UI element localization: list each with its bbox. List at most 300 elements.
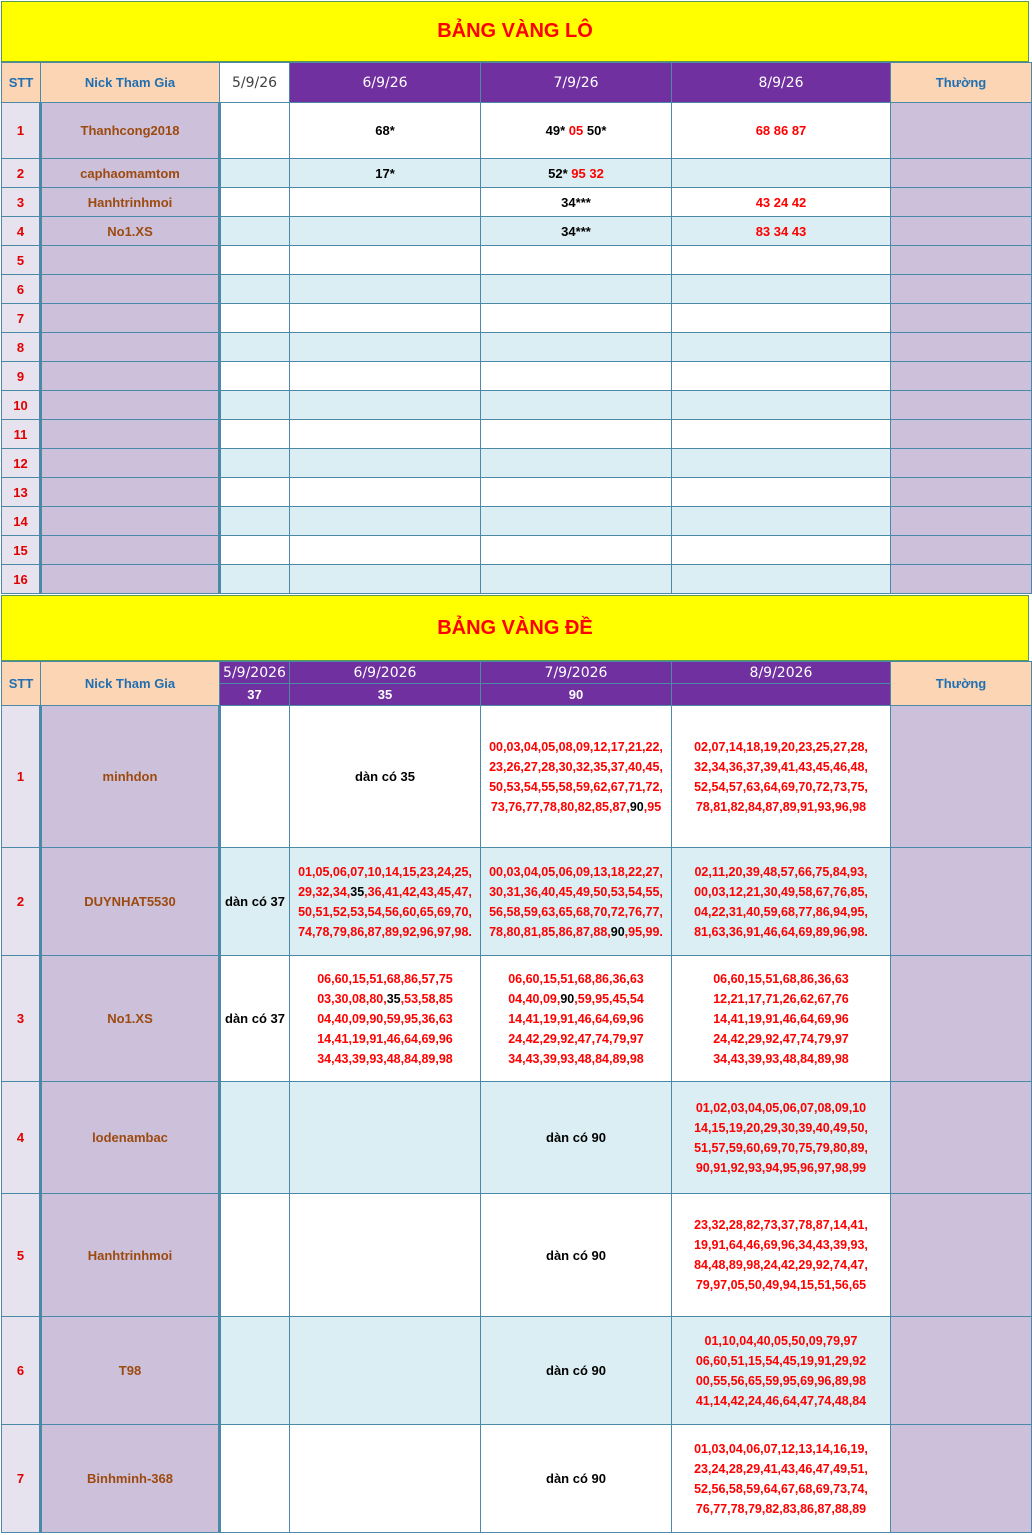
de-cell-d1: dàn có 37 bbox=[220, 956, 290, 1082]
lo-cell-d1 bbox=[220, 565, 290, 594]
number-line bbox=[672, 922, 890, 942]
lo-pick-black: 49* bbox=[545, 123, 566, 138]
de-row bbox=[2, 848, 1032, 956]
lo-cell-d3: 34*** bbox=[481, 217, 672, 246]
de-stt: 6 bbox=[2, 1317, 41, 1425]
de-cell-thuong bbox=[891, 1317, 1032, 1425]
number-run: 14,15,19,20,29,30,39,40,49,50, bbox=[694, 1120, 868, 1135]
lo-stt: 7 bbox=[2, 304, 41, 333]
number-line bbox=[672, 1118, 890, 1138]
de-cell-d2 bbox=[290, 848, 481, 956]
lo-cell-thuong bbox=[891, 217, 1032, 246]
number-line bbox=[672, 989, 890, 1009]
de-stt: 4 bbox=[2, 1082, 41, 1194]
de-title: BẢNG VÀNG ĐỀ bbox=[437, 616, 593, 639]
de-header-date-2: 6/9/2026 bbox=[290, 662, 481, 684]
de-cell-d2 bbox=[290, 1317, 481, 1425]
de-cell-d4 bbox=[672, 706, 891, 848]
lo-cell-d4 bbox=[672, 536, 891, 565]
lo-title: BẢNG VÀNG LÔ bbox=[437, 20, 593, 42]
lo-cell-d4 bbox=[672, 275, 891, 304]
de-header-date-3: 7/9/2026 bbox=[481, 662, 672, 684]
lo-header-nick: Nick Tham Gia bbox=[41, 63, 220, 103]
lo-cell-d2 bbox=[290, 449, 481, 478]
de-header-date-4: 8/9/2026 bbox=[672, 662, 891, 684]
lo-cell-d2 bbox=[290, 507, 481, 536]
lo-stt: 15 bbox=[2, 536, 41, 565]
de-nick: T98 bbox=[41, 1317, 220, 1425]
lo-cell-d2 bbox=[290, 188, 481, 217]
number-line bbox=[290, 989, 480, 1009]
de-cell-d4 bbox=[672, 1317, 891, 1425]
number-run: 01,02,03,04,05,06,07,08,09,10 bbox=[695, 1100, 867, 1115]
number-run: 41,14,42,24,46,64,47,74,48,84 bbox=[695, 1393, 867, 1408]
de-nick: DUYNHAT5530 bbox=[41, 848, 220, 956]
lo-cell-d1 bbox=[220, 275, 290, 304]
lo-row bbox=[2, 536, 1032, 565]
number-line bbox=[672, 902, 890, 922]
lo-row bbox=[2, 246, 1032, 275]
lo-cell-d2 bbox=[290, 391, 481, 420]
number-line bbox=[672, 797, 890, 817]
lo-title-bar bbox=[1, 1, 1029, 62]
de-header-thuong: Thường bbox=[891, 662, 1032, 706]
lo-nick bbox=[41, 478, 220, 507]
lo-nick bbox=[41, 420, 220, 449]
de-cell-d1: dàn có 37 bbox=[220, 848, 290, 956]
number-line bbox=[481, 862, 671, 882]
de-stt: 2 bbox=[2, 848, 41, 956]
lo-cell-d4 bbox=[672, 333, 891, 362]
lo-cell-d3 bbox=[481, 478, 672, 507]
lo-row bbox=[2, 507, 1032, 536]
lo-cell-d2: 17* bbox=[290, 159, 481, 188]
number-run: 23,32,28,82,73,37,78,87,14,41, bbox=[694, 1218, 868, 1232]
lo-stt: 2 bbox=[2, 159, 41, 188]
number-run: 04,40,09, bbox=[508, 991, 561, 1006]
de-cell-d3 bbox=[481, 956, 672, 1082]
number-line bbox=[481, 969, 671, 989]
lo-cell-d1 bbox=[220, 103, 290, 159]
de-header-stt: STT bbox=[2, 662, 41, 706]
de-cell-d4 bbox=[672, 1425, 891, 1533]
number-line bbox=[481, 777, 671, 797]
de-cell-d3: dàn có 90 bbox=[481, 1082, 672, 1194]
lo-cell-thuong bbox=[891, 275, 1032, 304]
number-run: 84,48,89,98,24,42,29,92,74,47, bbox=[694, 1258, 868, 1272]
lo-cell-d3 bbox=[481, 391, 672, 420]
de-result-3: 90 bbox=[481, 684, 672, 706]
de-nick: No1.XS bbox=[41, 956, 220, 1082]
de-row bbox=[2, 1082, 1032, 1194]
lo-cell-thuong bbox=[891, 304, 1032, 333]
de-stt: 7 bbox=[2, 1425, 41, 1533]
lo-cell-d2 bbox=[290, 362, 481, 391]
number-list bbox=[672, 737, 890, 817]
number-line bbox=[672, 1479, 890, 1499]
number-line bbox=[290, 862, 480, 882]
number-run: 30,31,36,40,45,49,50,53,54,55, bbox=[489, 884, 663, 899]
lo-cell-d2 bbox=[290, 275, 481, 304]
number-line bbox=[481, 757, 671, 777]
number-line bbox=[672, 1215, 890, 1235]
number-line bbox=[672, 882, 890, 902]
lo-cell-d1 bbox=[220, 391, 290, 420]
lo-header-date-3: 7/9/26 bbox=[481, 63, 672, 103]
de-cell-d3 bbox=[481, 706, 672, 848]
number-line bbox=[672, 1331, 890, 1351]
lo-table bbox=[1, 62, 1032, 594]
lo-nick bbox=[41, 246, 220, 275]
lo-nick bbox=[41, 391, 220, 420]
number-line bbox=[672, 1138, 890, 1158]
lo-header-date-4: 8/9/26 bbox=[672, 63, 891, 103]
number-run: 90,91,92,93,94,95,96,97,98,99 bbox=[695, 1160, 867, 1175]
number-run: 81,63,36,91,46,64,69,89,96,98. bbox=[694, 924, 868, 939]
de-cell-d4 bbox=[672, 956, 891, 1082]
lo-nick bbox=[41, 449, 220, 478]
lo-cell-d4: 68 86 87 bbox=[672, 103, 891, 159]
number-run: 32,34,36,37,39,41,43,45,46,48, bbox=[694, 759, 868, 774]
lo-stt: 3 bbox=[2, 188, 41, 217]
de-title-bar bbox=[1, 595, 1029, 661]
hit-number: 35 bbox=[350, 884, 365, 899]
lo-stt: 4 bbox=[2, 217, 41, 246]
de-cell-d2: dàn có 35 bbox=[290, 706, 481, 848]
number-run: 34,43,39,93,48,84,89,98 bbox=[713, 1051, 849, 1066]
lo-nick: Thanhcong2018 bbox=[41, 103, 220, 159]
lo-cell-d2 bbox=[290, 304, 481, 333]
lo-nick: Hanhtrinhmoi bbox=[41, 188, 220, 217]
lo-cell-d3 bbox=[481, 103, 672, 159]
lo-header-date-2: 6/9/26 bbox=[290, 63, 481, 103]
de-cell-d2 bbox=[290, 956, 481, 1082]
lo-header-stt: STT bbox=[2, 63, 41, 103]
lo-cell-d3 bbox=[481, 565, 672, 594]
lo-cell-d3 bbox=[481, 159, 672, 188]
de-cell-d1 bbox=[220, 1425, 290, 1533]
number-run: ,59,95,45,54 bbox=[574, 991, 644, 1006]
de-cell-d4 bbox=[672, 1194, 891, 1317]
lo-cell-d4 bbox=[672, 304, 891, 333]
hit-number: 90 bbox=[629, 799, 644, 814]
lo-nick bbox=[41, 536, 220, 565]
lo-stt: 14 bbox=[2, 507, 41, 536]
lo-cell-d4 bbox=[672, 449, 891, 478]
lo-header-date-1: 5/9/26 bbox=[220, 63, 290, 103]
de-row bbox=[2, 1194, 1032, 1317]
number-list bbox=[672, 1098, 890, 1178]
number-run: 14,41,19,91,46,64,69,96 bbox=[508, 1011, 644, 1026]
lo-cell-d3 bbox=[481, 536, 672, 565]
lo-stt: 8 bbox=[2, 333, 41, 362]
number-line bbox=[481, 902, 671, 922]
lo-cell-d3 bbox=[481, 246, 672, 275]
number-line bbox=[290, 969, 480, 989]
lo-cell-d4 bbox=[672, 391, 891, 420]
number-line bbox=[672, 1351, 890, 1371]
number-list bbox=[672, 862, 890, 942]
number-line bbox=[672, 1371, 890, 1391]
number-line bbox=[672, 777, 890, 797]
de-rows bbox=[2, 706, 1032, 1533]
number-run: 50,53,54,55,58,59,62,67,71,72, bbox=[489, 779, 663, 794]
lo-cell-d4: 83 34 43 bbox=[672, 217, 891, 246]
lo-cell-d3 bbox=[481, 333, 672, 362]
number-run: ,95 bbox=[643, 799, 662, 814]
number-run: 02,11,20,39,48,57,66,75,84,93, bbox=[694, 864, 868, 879]
lo-cell-d4 bbox=[672, 246, 891, 275]
lo-cell-thuong bbox=[891, 188, 1032, 217]
number-run: 04,40,09,90,59,95,36,63 bbox=[317, 1011, 453, 1026]
number-line bbox=[481, 882, 671, 902]
lo-cell-d1 bbox=[220, 420, 290, 449]
number-run: 23,24,28,29,41,43,46,47,49,51, bbox=[694, 1461, 868, 1476]
de-row bbox=[2, 1317, 1032, 1425]
de-result-4 bbox=[672, 684, 891, 706]
lo-cell-d4: 43 24 42 bbox=[672, 188, 891, 217]
lo-nick bbox=[41, 333, 220, 362]
lo-row bbox=[2, 333, 1032, 362]
number-run: 24,42,29,92,47,74,79,97 bbox=[713, 1031, 849, 1046]
de-nick: Hanhtrinhmoi bbox=[41, 1194, 220, 1317]
number-list bbox=[290, 969, 480, 1069]
number-run: 06,60,15,51,68,86,57,75 bbox=[317, 971, 453, 986]
de-header-nick: Nick Tham Gia bbox=[41, 662, 220, 706]
lo-row bbox=[2, 159, 1032, 188]
lo-row bbox=[2, 275, 1032, 304]
de-cell-d3: dàn có 90 bbox=[481, 1317, 672, 1425]
number-run: 00,03,12,21,30,49,58,67,76,85, bbox=[694, 884, 868, 899]
de-cell-d2 bbox=[290, 1194, 481, 1317]
number-run: 29,32,34, bbox=[298, 884, 351, 899]
de-stt: 3 bbox=[2, 956, 41, 1082]
de-cell-d4 bbox=[672, 848, 891, 956]
de-cell-thuong bbox=[891, 956, 1032, 1082]
number-run: 74,78,79,86,87,89,92,96,97,98. bbox=[298, 924, 472, 939]
number-run: 56,58,59,63,65,68,70,72,76,77, bbox=[489, 904, 663, 919]
lo-stt: 6 bbox=[2, 275, 41, 304]
number-run: 06,60,15,51,68,86,36,63 bbox=[713, 971, 849, 986]
lo-stt: 9 bbox=[2, 362, 41, 391]
lo-stt: 1 bbox=[2, 103, 41, 159]
de-row bbox=[2, 956, 1032, 1082]
number-run: 01,05,06,07,10,14,15,23,24,25, bbox=[298, 864, 472, 879]
number-line bbox=[672, 757, 890, 777]
number-run: 73,76,77,78,80,82,85,87, bbox=[490, 799, 630, 814]
lo-cell-d2 bbox=[290, 333, 481, 362]
lo-cell-thuong bbox=[891, 507, 1032, 536]
number-line bbox=[290, 1009, 480, 1029]
de-cell-d3: dàn có 90 bbox=[481, 1194, 672, 1317]
number-run: 00,55,56,65,59,95,69,96,89,98 bbox=[695, 1373, 867, 1388]
number-list bbox=[481, 737, 671, 817]
lo-cell-thuong bbox=[891, 391, 1032, 420]
number-line bbox=[481, 989, 671, 1009]
lo-cell-d3 bbox=[481, 275, 672, 304]
lo-row bbox=[2, 565, 1032, 594]
number-run: 01,03,04,06,07,12,13,14,16,19, bbox=[694, 1441, 868, 1456]
lo-cell-d4 bbox=[672, 159, 891, 188]
de-cell-d3 bbox=[481, 848, 672, 956]
lo-cell-thuong bbox=[891, 565, 1032, 594]
lo-cell-d1 bbox=[220, 246, 290, 275]
de-cell-d2 bbox=[290, 1425, 481, 1533]
number-list bbox=[481, 969, 671, 1069]
lo-cell-d3: 34*** bbox=[481, 188, 672, 217]
lo-row bbox=[2, 362, 1032, 391]
de-nick: Binhminh-368 bbox=[41, 1425, 220, 1533]
de-row bbox=[2, 1425, 1032, 1533]
lo-cell-d1 bbox=[220, 478, 290, 507]
lo-cell-d2 bbox=[290, 536, 481, 565]
number-list bbox=[672, 969, 890, 1069]
lo-cell-d1 bbox=[220, 304, 290, 333]
number-line bbox=[672, 1098, 890, 1118]
lo-cell-d4 bbox=[672, 565, 891, 594]
number-list bbox=[672, 1331, 890, 1411]
lo-cell-thuong bbox=[891, 362, 1032, 391]
de-nick: minhdon bbox=[41, 706, 220, 848]
lo-cell-d4 bbox=[672, 362, 891, 391]
lo-cell-d4 bbox=[672, 478, 891, 507]
lo-cell-thuong bbox=[891, 449, 1032, 478]
lo-stt: 10 bbox=[2, 391, 41, 420]
de-cell-thuong bbox=[891, 706, 1032, 848]
lo-row bbox=[2, 391, 1032, 420]
number-line bbox=[672, 1459, 890, 1479]
lo-pick-red: 95 32 bbox=[571, 165, 604, 181]
lo-cell-d1 bbox=[220, 159, 290, 188]
lo-nick: caphaomamtom bbox=[41, 159, 220, 188]
number-list bbox=[290, 862, 480, 942]
lo-cell-d1 bbox=[220, 217, 290, 246]
lo-cell-d2 bbox=[290, 420, 481, 449]
number-line bbox=[672, 737, 890, 757]
number-line bbox=[290, 902, 480, 922]
lo-cell-d3 bbox=[481, 507, 672, 536]
number-line bbox=[290, 882, 480, 902]
lo-stt: 12 bbox=[2, 449, 41, 478]
de-cell-d3: dàn có 90 bbox=[481, 1425, 672, 1533]
lo-cell-d2: 68* bbox=[290, 103, 481, 159]
number-line bbox=[481, 1009, 671, 1029]
lo-cell-thuong bbox=[891, 103, 1032, 159]
number-run: 04,22,31,40,59,68,77,86,94,95, bbox=[694, 904, 868, 919]
number-list bbox=[672, 1439, 890, 1519]
lo-cell-d4 bbox=[672, 507, 891, 536]
number-run: 23,26,27,28,30,32,35,37,40,45, bbox=[489, 759, 663, 774]
de-cell-thuong bbox=[891, 1425, 1032, 1533]
number-line bbox=[290, 1049, 480, 1069]
lo-row bbox=[2, 217, 1032, 246]
number-line bbox=[481, 1049, 671, 1069]
de-table bbox=[1, 661, 1032, 1533]
lo-header-thuong: Thường bbox=[891, 63, 1032, 103]
number-run: 78,81,82,84,87,89,91,93,96,98 bbox=[695, 799, 867, 814]
hit-number: 90 bbox=[610, 924, 625, 939]
number-line bbox=[290, 1029, 480, 1049]
number-run: 02,07,14,18,19,20,23,25,27,28, bbox=[694, 739, 868, 754]
number-run: 06,60,51,15,54,45,19,91,29,92 bbox=[695, 1353, 867, 1368]
number-line bbox=[672, 1158, 890, 1178]
number-run: 51,57,59,60,69,70,75,79,80,89, bbox=[694, 1140, 868, 1155]
lo-cell-thuong bbox=[891, 536, 1032, 565]
de-cell-d1 bbox=[220, 706, 290, 848]
lo-row bbox=[2, 449, 1032, 478]
lo-row bbox=[2, 478, 1032, 507]
de-result-1: 37 bbox=[220, 684, 290, 706]
number-list bbox=[481, 862, 671, 942]
de-header-date-1: 5/9/2026 bbox=[220, 662, 290, 684]
number-run: 24,42,29,92,47,74,79,97 bbox=[508, 1031, 644, 1046]
number-run: 14,41,19,91,46,64,69,96 bbox=[713, 1011, 849, 1026]
lo-cell-d1 bbox=[220, 362, 290, 391]
number-line bbox=[481, 737, 671, 757]
lo-cell-d2 bbox=[290, 246, 481, 275]
lo-cell-d3 bbox=[481, 304, 672, 333]
lo-cell-d1 bbox=[220, 188, 290, 217]
number-line bbox=[672, 1255, 890, 1275]
lo-stt: 13 bbox=[2, 478, 41, 507]
number-run: ,36,41,42,43,45,47, bbox=[364, 884, 472, 899]
lo-row bbox=[2, 304, 1032, 333]
de-nick: lodenambac bbox=[41, 1082, 220, 1194]
lo-cell-thuong bbox=[891, 420, 1032, 449]
lo-pick-black: 52* bbox=[548, 165, 568, 181]
lo-cell-d1 bbox=[220, 449, 290, 478]
de-stt: 5 bbox=[2, 1194, 41, 1317]
lo-row bbox=[2, 420, 1032, 449]
number-line bbox=[672, 1439, 890, 1459]
lo-nick bbox=[41, 304, 220, 333]
lo-cell-d3 bbox=[481, 362, 672, 391]
number-line bbox=[481, 922, 671, 942]
number-run: 78,80,81,85,86,87,88, bbox=[489, 924, 611, 939]
lo-cell-thuong bbox=[891, 159, 1032, 188]
number-run: 00,03,04,05,06,09,13,18,22,27, bbox=[489, 864, 663, 879]
lo-cell-d3 bbox=[481, 449, 672, 478]
number-run: 00,03,04,05,08,09,12,17,21,22, bbox=[489, 739, 663, 754]
number-run: 79,97,05,50,49,94,15,51,56,65 bbox=[695, 1278, 867, 1292]
lo-cell-d3 bbox=[481, 420, 672, 449]
number-line bbox=[672, 1049, 890, 1069]
lo-nick: No1.XS bbox=[41, 217, 220, 246]
number-run: 76,77,78,79,82,83,86,87,88,89 bbox=[695, 1501, 867, 1516]
number-line bbox=[290, 922, 480, 942]
number-run: 03,30,08,80, bbox=[317, 991, 387, 1006]
lo-cell-d1 bbox=[220, 507, 290, 536]
lo-empty-rows bbox=[2, 246, 1032, 594]
de-cell-d2 bbox=[290, 1082, 481, 1194]
number-run: 12,21,17,71,26,62,67,76 bbox=[713, 991, 849, 1006]
number-run: ,53,58,85 bbox=[400, 991, 453, 1006]
number-line bbox=[672, 1029, 890, 1049]
number-run: 06,60,15,51,68,86,36,63 bbox=[508, 971, 644, 986]
de-row bbox=[2, 706, 1032, 848]
number-line bbox=[672, 1235, 890, 1255]
de-cell-thuong bbox=[891, 1194, 1032, 1317]
number-line bbox=[672, 1391, 890, 1411]
lo-stt: 11 bbox=[2, 420, 41, 449]
lo-pick-black: 50* bbox=[586, 123, 607, 138]
de-cell-thuong bbox=[891, 848, 1032, 956]
lo-nick bbox=[41, 565, 220, 594]
hit-number: 35 bbox=[386, 991, 401, 1006]
de-cell-d1 bbox=[220, 1317, 290, 1425]
lo-header-row bbox=[2, 63, 1032, 103]
lo-cell-d1 bbox=[220, 333, 290, 362]
